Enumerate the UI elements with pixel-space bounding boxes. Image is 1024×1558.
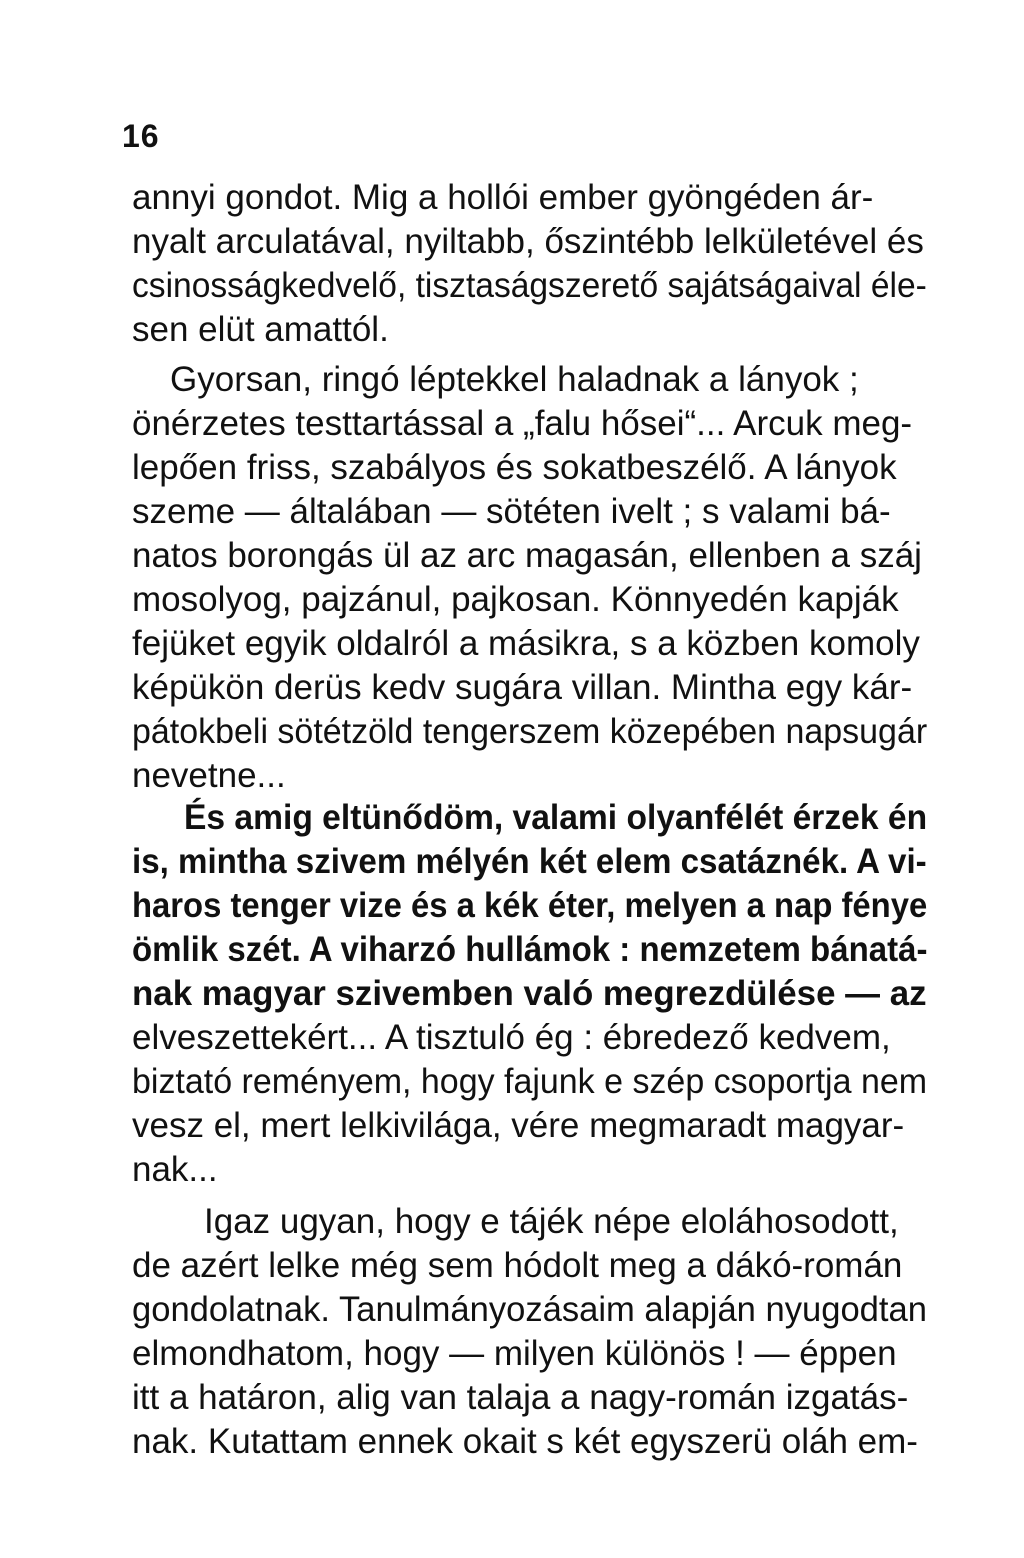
text-line: nyalt arculatával, nyiltabb, őszintébb lelkületével és bbox=[132, 222, 924, 261]
text-line: szeme — általában — sötéten ivelt ; s valami bá- bbox=[132, 492, 891, 531]
text-line: is, mintha szivem mélyén két elem csatáznék. A vi- bbox=[132, 842, 927, 881]
text-line: lepően friss, szabályos és sokatbeszélő. A lányok bbox=[132, 448, 897, 487]
page-number: 16 bbox=[122, 118, 160, 154]
text-line: pátokbeli sötétzöld tengerszem közepében napsugár bbox=[132, 712, 928, 751]
text-line: nak... bbox=[132, 1150, 218, 1189]
text-line: nak magyar szivemben való megrezdülése — az bbox=[132, 974, 927, 1013]
text-line: elveszettekért... A tisztuló ég : ébredező kedvem, bbox=[132, 1018, 891, 1057]
text-line: mosolyog, pajzánul, pajkosan. Könnyedén kapják bbox=[132, 580, 899, 619]
text-line: sen elüt amattól. bbox=[132, 310, 389, 349]
text-line: képükön derüs kedv sugára villan. Mintha egy kár- bbox=[132, 668, 913, 707]
text-line: itt a határon, alig van talaja a nagy-román izgatás- bbox=[132, 1378, 909, 1417]
text-line: annyi gondot. Mig a hollói ember gyöngéden ár- bbox=[132, 178, 874, 217]
text-line: haros tenger vize és a kék éter, melyen a nap fénye bbox=[132, 886, 928, 925]
text-line: Gyorsan, ringó léptekkel haladnak a lányok ; bbox=[170, 360, 859, 399]
text-line: Igaz ugyan, hogy e tájék népe eloláhosodott, bbox=[204, 1202, 899, 1241]
text-line: csinosságkedvelő, tisztaságszerető sajátságaival éle- bbox=[132, 266, 927, 305]
text-line: elmondhatom, hogy — milyen különös ! — éppen bbox=[132, 1334, 897, 1373]
text-line: gondolatnak. Tanulmányozásaim alapján nyugodtan bbox=[132, 1290, 927, 1329]
text-line: vesz el, mert lelkivilága, vére megmaradt magyar- bbox=[132, 1106, 905, 1145]
text-line: ömlik szét. A viharzó hullámok : nemzetem bánatá- bbox=[132, 930, 928, 969]
text-line: de azért lelke még sem hódolt meg a dákó-román bbox=[132, 1246, 903, 1285]
text-line: natos borongás ül az arc magasán, ellenben a száj bbox=[132, 536, 922, 575]
text-line: nevetne... bbox=[132, 756, 286, 795]
text-line: fejüket egyik oldalról a másikra, s a közben komoly bbox=[132, 624, 920, 663]
text-line: önérzetes testtartással a „falu hősei“... Arcuk meg- bbox=[132, 404, 913, 443]
text-line: biztató reményem, hogy fajunk e szép csoportja nem bbox=[132, 1062, 928, 1101]
text-line: És amig eltünődöm, valami olyanfélét érzek én bbox=[184, 798, 928, 837]
text-line: nak. Kutattam ennek okait s két egyszerü oláh em- bbox=[132, 1422, 918, 1461]
